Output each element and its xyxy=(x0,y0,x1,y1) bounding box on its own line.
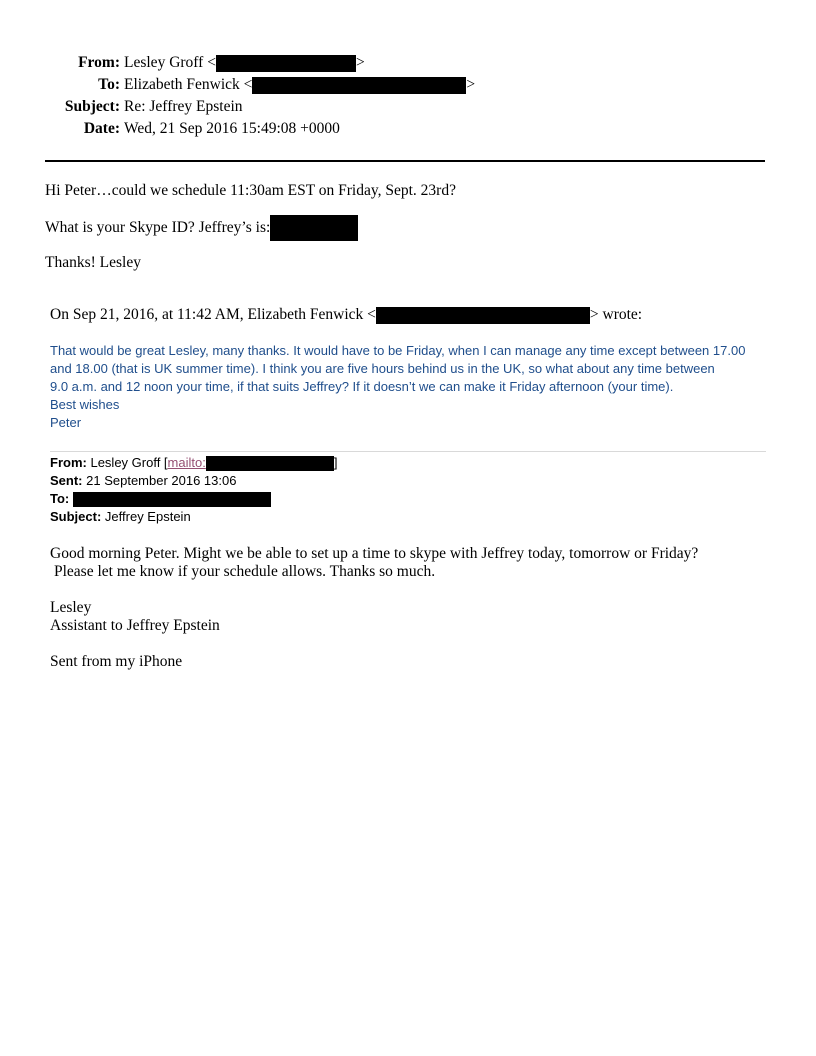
signature-title: Assistant to Jeffrey Epstein xyxy=(50,617,220,634)
signature-name: Lesley xyxy=(50,599,92,616)
date-label: Date: xyxy=(83,120,120,137)
original-sent-row: Sent: 21 September 2016 13:06 xyxy=(50,473,237,488)
from-label: From: xyxy=(78,54,120,71)
header-divider xyxy=(45,160,765,162)
redaction-box xyxy=(252,77,466,94)
mailto-link[interactable]: mailto: xyxy=(167,455,206,470)
quote-intro: On Sep 21, 2016, at 11:42 AM, Elizabeth Fenwick < > wrote: xyxy=(50,306,643,323)
from-value: Lesley Groff < > xyxy=(124,54,365,71)
redaction-box xyxy=(216,55,356,72)
original-to-row: To: xyxy=(50,490,337,508)
original-body-line: Good morning Peter. Might we be able to set up a time to skype with Jeffrey today, tomorrow or Friday? xyxy=(50,545,699,562)
quote-line: 9.0 a.m. and 12 noon your time, if that suits Jeffrey? If it doesn’t we can make it Friday afternoon (your time). xyxy=(50,379,674,394)
subject-label: Subject: xyxy=(64,98,120,115)
quote-line: and 18.00 (that is UK summer time). I think you are five hours behind us in the UK, so what about any time between xyxy=(50,361,715,376)
quote-body xyxy=(50,342,745,432)
quote-line: Best wishes xyxy=(50,397,120,412)
redaction-box xyxy=(73,492,271,507)
original-body xyxy=(50,545,698,581)
sent-from-iphone: Sent from my iPhone xyxy=(50,653,183,670)
original-from-row: From: Lesley Groff [mailto: ] xyxy=(50,455,338,470)
subject-value: Re: Jeffrey Epstein xyxy=(124,98,243,115)
reply-line-2: What is your Skype ID? Jeffrey’s is: xyxy=(45,215,358,241)
redaction-box xyxy=(376,307,590,324)
original-header xyxy=(50,454,337,526)
quote-divider xyxy=(50,451,766,452)
to-label: To: xyxy=(98,76,120,93)
original-body-line: Please let me know if your schedule allows. Thanks so much. xyxy=(54,563,436,580)
original-subject-row: Subject: Jeffrey Epstein xyxy=(50,509,191,524)
redaction-box xyxy=(206,456,334,471)
reply-line-1: Hi Peter…could we schedule 11:30am EST on Friday, Sept. 23rd? xyxy=(45,182,456,199)
reply-line-3: Thanks! Lesley xyxy=(45,254,141,271)
date-value: Wed, 21 Sep 2016 15:49:08 +0000 xyxy=(124,120,340,137)
quote-line: That would be great Lesley, many thanks. It would have to be Friday, when I can manage any time except between 17.00 xyxy=(50,343,746,358)
redaction-box xyxy=(270,215,358,241)
to-value: Elizabeth Fenwick < > xyxy=(124,76,476,93)
quote-line: Peter xyxy=(50,415,82,430)
signature xyxy=(50,599,220,635)
